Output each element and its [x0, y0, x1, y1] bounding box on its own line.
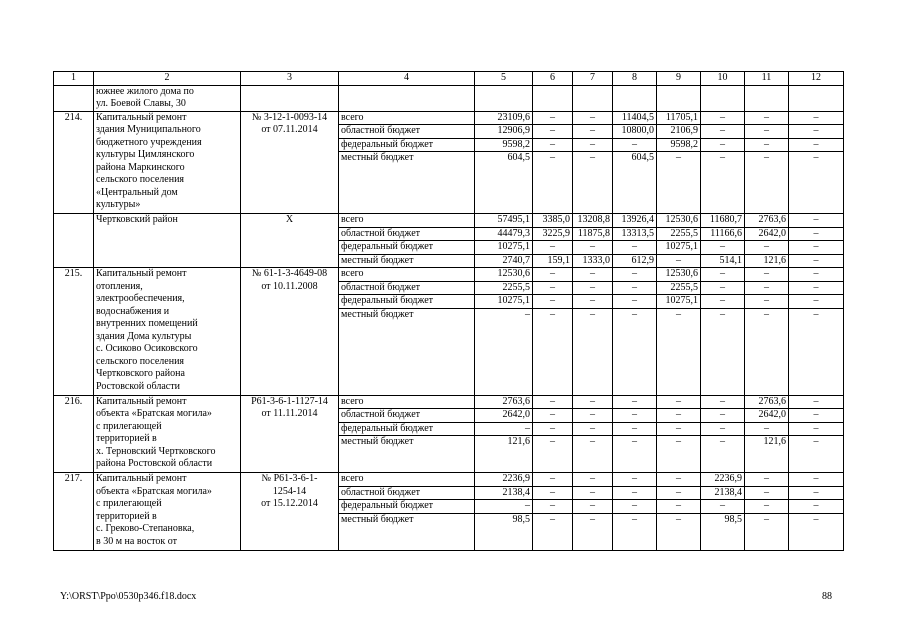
value-cell: – — [573, 513, 613, 550]
name-line: в 30 м на восток от — [96, 535, 178, 547]
reg-line: 1254-14 — [272, 485, 307, 497]
row-index — [54, 214, 94, 268]
column-number: 3 — [241, 72, 339, 86]
value-cell: – — [701, 152, 745, 214]
funding-source: областной бюджет — [339, 409, 475, 423]
value-cell: – — [789, 500, 844, 514]
funding-source: федеральный бюджет — [339, 241, 475, 255]
value-cell: 11166,6 — [701, 227, 745, 241]
name-line: с прилегающей — [96, 420, 162, 432]
column-number: 11 — [745, 72, 789, 86]
empty-cell — [339, 85, 475, 111]
registration-number — [241, 473, 339, 551]
value-cell: – — [533, 409, 573, 423]
value-cell: – — [745, 138, 789, 152]
value-cell: 514,1 — [701, 254, 745, 268]
value-cell: – — [745, 422, 789, 436]
funding-source: всего — [339, 473, 475, 487]
value-cell: – — [657, 486, 701, 500]
object-name — [94, 214, 241, 268]
object-name — [94, 268, 241, 396]
value-cell: 13313,5 — [613, 227, 657, 241]
value-cell: 9598,2 — [657, 138, 701, 152]
value-cell: – — [573, 125, 613, 139]
value-cell: 10275,1 — [475, 241, 533, 255]
value-cell: 2763,6 — [475, 395, 533, 409]
name-line: с. Греково-Степановка, — [96, 523, 195, 534]
value-cell: – — [613, 422, 657, 436]
value-cell: – — [701, 111, 745, 125]
value-cell: – — [573, 436, 613, 473]
reg-line: от 11.11.2014 — [261, 408, 318, 419]
value-cell: 121,6 — [745, 436, 789, 473]
name-line: Капитальный ремонт — [96, 395, 187, 407]
reg-line: от 07.11.2014 — [261, 124, 318, 135]
value-cell: 2255,5 — [657, 281, 701, 295]
value-cell: 159,1 — [533, 254, 573, 268]
name-line: с. Осиково Осиковского — [96, 343, 198, 354]
value-cell: – — [789, 436, 844, 473]
object-name — [94, 85, 241, 111]
reg-line: № 61-1-3-4649-08 — [251, 268, 328, 279]
funding-source: местный бюджет — [339, 152, 475, 214]
value-cell: 12530,6 — [657, 214, 701, 228]
value-cell: – — [701, 409, 745, 423]
value-cell: – — [745, 473, 789, 487]
name-line: «Центральный дом — [96, 186, 178, 198]
column-number: 6 — [533, 72, 573, 86]
value-cell: 12906,9 — [475, 125, 533, 139]
value-cell: 2642,0 — [745, 409, 789, 423]
empty-cell — [613, 85, 657, 111]
empty-cell — [701, 85, 745, 111]
name-line: Чертковский район — [96, 214, 178, 225]
value-cell: 10800,0 — [613, 125, 657, 139]
value-cell: 57495,1 — [475, 214, 533, 228]
value-cell: – — [613, 473, 657, 487]
registration-number — [241, 214, 339, 268]
name-line: Ростовской области — [96, 380, 180, 392]
value-cell: – — [789, 473, 844, 487]
name-line: Чертковского района — [96, 368, 185, 379]
row-index — [54, 85, 94, 111]
row-index: 214. — [54, 111, 94, 214]
reg-line: Р61-3-6-1-1127-14 — [251, 395, 328, 407]
table-row — [54, 473, 844, 487]
funding-source: федеральный бюджет — [339, 422, 475, 436]
value-cell: – — [573, 409, 613, 423]
value-cell: 11705,1 — [657, 111, 701, 125]
name-line: объекта «Братская могила» — [96, 485, 212, 497]
column-number: 5 — [475, 72, 533, 86]
value-cell: 2138,4 — [701, 486, 745, 500]
value-cell: 9598,2 — [475, 138, 533, 152]
row-index: 217. — [54, 473, 94, 551]
value-cell: – — [573, 111, 613, 125]
reg-line: № Р61-3-6-1- — [261, 473, 318, 484]
value-cell: – — [701, 422, 745, 436]
value-cell: 98,5 — [475, 513, 533, 550]
value-cell: – — [701, 436, 745, 473]
value-cell: – — [789, 395, 844, 409]
value-cell: – — [613, 281, 657, 295]
row-index: 216. — [54, 395, 94, 473]
value-cell: – — [613, 409, 657, 423]
header-row — [54, 72, 844, 86]
value-cell: 2236,9 — [701, 473, 745, 487]
value-cell: – — [533, 295, 573, 309]
value-cell: – — [657, 395, 701, 409]
value-cell: 121,6 — [475, 436, 533, 473]
value-cell: – — [745, 308, 789, 395]
value-cell: – — [573, 473, 613, 487]
column-number: 12 — [789, 72, 844, 86]
funding-source: местный бюджет — [339, 308, 475, 395]
value-cell: – — [533, 138, 573, 152]
funding-source: местный бюджет — [339, 254, 475, 268]
name-line: электрообеспечения, — [96, 293, 185, 304]
value-cell: – — [789, 214, 844, 228]
column-number: 7 — [573, 72, 613, 86]
funding-source: всего — [339, 395, 475, 409]
value-cell: 3385,0 — [533, 214, 573, 228]
funding-source: местный бюджет — [339, 436, 475, 473]
value-cell: – — [745, 268, 789, 282]
value-cell: 98,5 — [701, 513, 745, 550]
name-line: Капитальный ремонт — [96, 111, 187, 123]
value-cell: – — [573, 152, 613, 214]
column-number: 10 — [701, 72, 745, 86]
name-line: Капитальный ремонт — [96, 473, 187, 484]
value-cell: – — [657, 500, 701, 514]
name-line: района Маркинского — [96, 161, 185, 173]
value-cell: 12530,6 — [657, 268, 701, 282]
value-cell: – — [789, 281, 844, 295]
registration-number — [241, 395, 339, 473]
value-cell: 44479,3 — [475, 227, 533, 241]
value-cell: – — [573, 241, 613, 255]
value-cell: – — [657, 513, 701, 550]
table-row — [54, 85, 844, 111]
name-line: здания Муниципального — [96, 124, 201, 135]
value-cell: – — [745, 111, 789, 125]
value-cell: 2763,6 — [745, 395, 789, 409]
value-cell: – — [657, 422, 701, 436]
name-line: культуры» — [96, 199, 141, 210]
value-cell: – — [573, 281, 613, 295]
value-cell: – — [573, 486, 613, 500]
empty-cell — [789, 85, 844, 111]
object-name — [94, 395, 241, 473]
column-number: 4 — [339, 72, 475, 86]
value-cell: – — [573, 295, 613, 309]
value-cell: 612,9 — [613, 254, 657, 268]
value-cell: – — [745, 500, 789, 514]
funding-source: всего — [339, 111, 475, 125]
value-cell: 121,6 — [745, 254, 789, 268]
value-cell: – — [745, 241, 789, 255]
value-cell: 2763,6 — [745, 214, 789, 228]
value-cell: – — [657, 152, 701, 214]
column-number: 8 — [613, 72, 657, 86]
name-line: бюджетного учреждения — [96, 136, 202, 148]
value-cell: – — [613, 241, 657, 255]
empty-cell — [533, 85, 573, 111]
funding-source: федеральный бюджет — [339, 138, 475, 152]
value-cell: – — [533, 308, 573, 395]
name-line: отопления, — [96, 280, 143, 292]
reg-line: от 10.11.2008 — [261, 280, 318, 292]
name-line: культуры Цимлянского — [96, 149, 195, 160]
value-cell: 10275,1 — [475, 295, 533, 309]
value-cell: – — [657, 308, 701, 395]
value-cell: – — [789, 409, 844, 423]
name-line: южнее жилого дома по — [96, 85, 194, 97]
value-cell: – — [745, 152, 789, 214]
value-cell: 11404,5 — [613, 111, 657, 125]
value-cell: 10275,1 — [657, 295, 701, 309]
value-cell: – — [657, 436, 701, 473]
column-number: 1 — [54, 72, 94, 86]
empty-cell — [657, 85, 701, 111]
file-path: Y:\ORST\Ppo\0530p346.f18.docx — [60, 591, 197, 602]
value-cell: 1333,0 — [573, 254, 613, 268]
empty-cell — [573, 85, 613, 111]
funding-source: местный бюджет — [339, 513, 475, 550]
value-cell: – — [533, 268, 573, 282]
value-cell: – — [745, 295, 789, 309]
value-cell: – — [573, 268, 613, 282]
name-line: внутренних помещений — [96, 318, 198, 329]
object-name — [94, 111, 241, 214]
value-cell: – — [613, 500, 657, 514]
name-line: сельского поселения — [96, 174, 185, 185]
value-cell: – — [613, 308, 657, 395]
value-cell: – — [701, 268, 745, 282]
value-cell: 13926,4 — [613, 214, 657, 228]
value-cell: 604,5 — [613, 152, 657, 214]
value-cell: – — [789, 513, 844, 550]
value-cell: – — [789, 295, 844, 309]
column-number: 9 — [657, 72, 701, 86]
table-row — [54, 214, 844, 228]
reg-line: № 3-12-1-0093-14 — [251, 111, 328, 123]
value-cell: 604,5 — [475, 152, 533, 214]
value-cell: 13208,8 — [573, 214, 613, 228]
name-line: здания Дома культуры — [96, 330, 192, 342]
name-line: объекта «Братская могила» — [96, 408, 212, 419]
name-line: сельского поселения — [96, 355, 185, 367]
value-cell: – — [533, 473, 573, 487]
value-cell: – — [533, 281, 573, 295]
value-cell: 12530,6 — [475, 268, 533, 282]
value-cell: – — [533, 111, 573, 125]
value-cell: – — [745, 281, 789, 295]
registration-number — [241, 268, 339, 396]
funding-source: всего — [339, 214, 475, 228]
value-cell: – — [613, 395, 657, 409]
value-cell: – — [789, 308, 844, 395]
value-cell: 2138,4 — [475, 486, 533, 500]
value-cell: – — [701, 500, 745, 514]
value-cell: – — [701, 281, 745, 295]
empty-cell — [475, 85, 533, 111]
value-cell: – — [475, 500, 533, 514]
value-cell: – — [789, 486, 844, 500]
funding-source: областной бюджет — [339, 486, 475, 500]
value-cell: 2740,7 — [475, 254, 533, 268]
value-cell: – — [701, 295, 745, 309]
value-cell: 23109,6 — [475, 111, 533, 125]
value-cell: – — [533, 436, 573, 473]
value-cell: – — [613, 436, 657, 473]
value-cell: 2255,5 — [657, 227, 701, 241]
value-cell: – — [701, 125, 745, 139]
name-line: водоснабжения и — [96, 305, 170, 317]
value-cell: – — [789, 152, 844, 214]
name-line: х. Терновский Чертковского — [96, 445, 216, 457]
table-row — [54, 395, 844, 409]
value-cell: – — [573, 395, 613, 409]
value-cell: – — [789, 125, 844, 139]
value-cell: 3225,9 — [533, 227, 573, 241]
value-cell: 10275,1 — [657, 241, 701, 255]
reg-line: Х — [285, 214, 294, 225]
value-cell: – — [533, 500, 573, 514]
value-cell: – — [701, 241, 745, 255]
name-line: территорией в — [96, 510, 157, 522]
value-cell: – — [533, 125, 573, 139]
value-cell: – — [789, 268, 844, 282]
value-cell: – — [573, 422, 613, 436]
funding-source: всего — [339, 268, 475, 282]
value-cell: – — [533, 152, 573, 214]
value-cell: 11680,7 — [701, 214, 745, 228]
value-cell: – — [533, 486, 573, 500]
value-cell: – — [475, 308, 533, 395]
value-cell: – — [789, 111, 844, 125]
name-line: ул. Боевой Славы, 30 — [96, 98, 186, 109]
reg-line: от 15.12.2014 — [261, 498, 318, 509]
name-line: Капитальный ремонт — [96, 268, 187, 279]
value-cell: – — [573, 308, 613, 395]
value-cell: – — [789, 241, 844, 255]
value-cell: – — [701, 395, 745, 409]
value-cell: 11875,8 — [573, 227, 613, 241]
value-cell: – — [657, 254, 701, 268]
name-line: района Ростовской области — [96, 458, 213, 469]
value-cell: – — [745, 513, 789, 550]
page-number: 88 — [822, 591, 832, 602]
value-cell: – — [789, 422, 844, 436]
value-cell: – — [701, 138, 745, 152]
value-cell: – — [533, 513, 573, 550]
row-index: 215. — [54, 268, 94, 396]
value-cell: 2642,0 — [745, 227, 789, 241]
value-cell: – — [657, 473, 701, 487]
value-cell: – — [789, 227, 844, 241]
value-cell: – — [573, 500, 613, 514]
funding-source: федеральный бюджет — [339, 500, 475, 514]
value-cell: – — [475, 422, 533, 436]
value-cell: 2255,5 — [475, 281, 533, 295]
funding-source: областной бюджет — [339, 125, 475, 139]
value-cell: – — [613, 268, 657, 282]
value-cell: – — [789, 138, 844, 152]
object-name — [94, 473, 241, 551]
table-row — [54, 268, 844, 282]
funding-source: областной бюджет — [339, 281, 475, 295]
table-row — [54, 111, 844, 125]
value-cell: – — [657, 409, 701, 423]
value-cell: – — [533, 395, 573, 409]
value-cell: – — [701, 308, 745, 395]
budget-table — [53, 71, 844, 551]
empty-cell — [241, 85, 339, 111]
registration-number — [241, 111, 339, 214]
value-cell: 2642,0 — [475, 409, 533, 423]
name-line: территорией в — [96, 433, 157, 444]
value-cell: 2106,9 — [657, 125, 701, 139]
value-cell: – — [613, 295, 657, 309]
value-cell: – — [533, 422, 573, 436]
funding-source: федеральный бюджет — [339, 295, 475, 309]
value-cell: 2236,9 — [475, 473, 533, 487]
value-cell: – — [613, 486, 657, 500]
empty-cell — [745, 85, 789, 111]
funding-source: областной бюджет — [339, 227, 475, 241]
value-cell: – — [745, 486, 789, 500]
value-cell: – — [613, 513, 657, 550]
value-cell: – — [789, 254, 844, 268]
value-cell: – — [573, 138, 613, 152]
name-line: с прилегающей — [96, 498, 162, 509]
value-cell: – — [745, 125, 789, 139]
column-number: 2 — [94, 72, 241, 86]
value-cell: – — [533, 241, 573, 255]
value-cell: – — [613, 138, 657, 152]
